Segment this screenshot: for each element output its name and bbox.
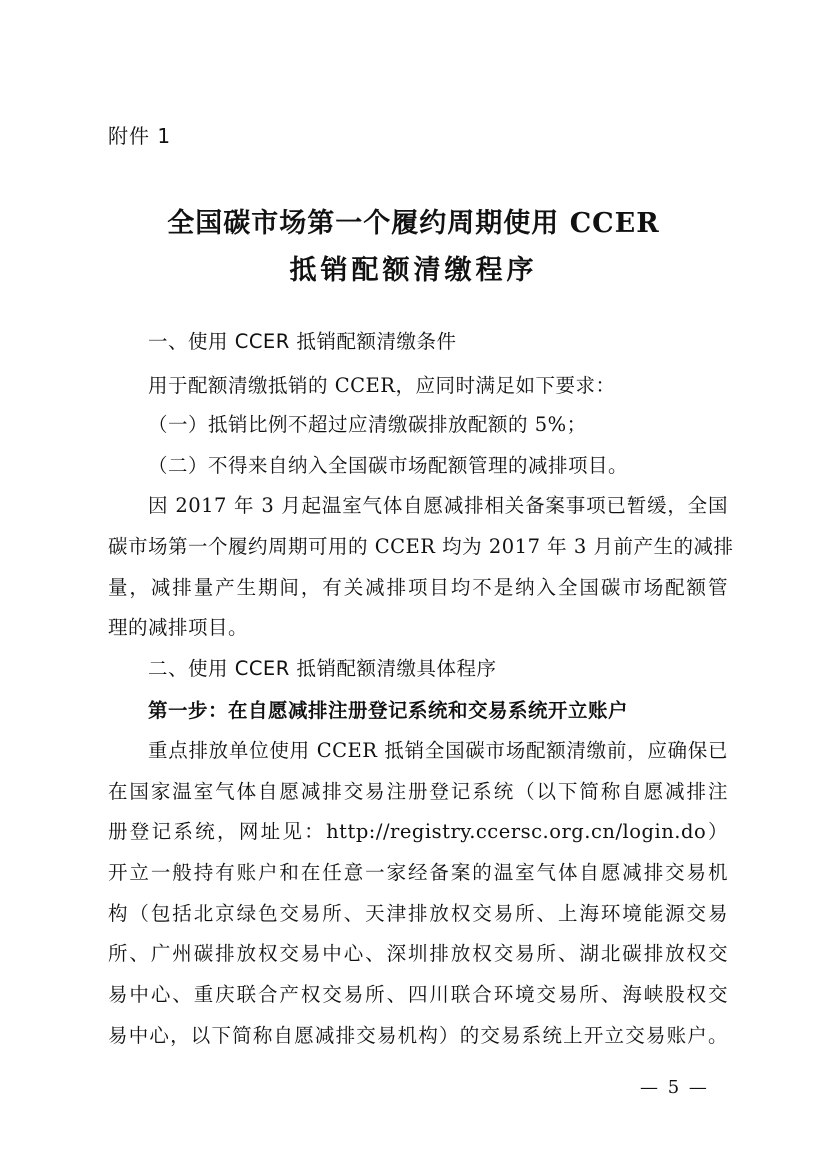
section1-heading: 一、使用 CCER 抵销配额清缴条件 <box>148 330 457 353</box>
section1-item-1: （一）抵销比例不超过应清缴碳排放配额的 5%； <box>148 413 587 436</box>
section2-heading: 二、使用 CCER 抵销配额清缴具体程序 <box>148 657 497 680</box>
paragraph-line: 所、广州碳排放权交易中心、深圳排放权交易所、湖北碳排放权交 <box>108 942 728 965</box>
paragraph-line: 构（包括北京绿色交易所、天津排放权交易所、上海环境能源交易 <box>108 902 728 925</box>
paragraph-line: 开立一般持有账户和在任意一家经备案的温室气体自愿减排交易机 <box>108 861 728 884</box>
paragraph-line: 碳市场第一个履约周期可用的 CCER 均为 2017 年 3 月前产生的减排 <box>108 535 734 558</box>
paragraph-line: 册登记系统，网址见：http://registry.ccersc.org.cn/login.do） <box>108 820 728 843</box>
paragraph-line: 重点排放单位使用 CCER 抵销全国碳市场配额清缴前，应确保已 <box>148 739 728 762</box>
section1-intro: 用于配额清缴抵销的 CCER，应同时满足如下要求： <box>148 374 616 397</box>
section1-item-2: （二）不得来自纳入全国碳市场配额管理的减排项目。 <box>148 454 629 477</box>
title-line-1: 全国碳市场第一个履约周期使用 CCER <box>167 208 660 239</box>
step1-heading: 第一步：在自愿减排注册登记系统和交易系统开立账户 <box>148 699 629 722</box>
paragraph-line: 因 2017 年 3 月起温室气体自愿减排相关备案事项已暂缓，全国 <box>148 494 728 517</box>
paragraph-line: 易中心、重庆联合产权交易所、四川联合环境交易所、海峡股权交 <box>108 983 728 1006</box>
page-number: — 5 — <box>640 1077 709 1098</box>
paragraph-line: 理的减排项目。 <box>108 616 249 639</box>
paragraph-line: 在国家温室气体自愿减排交易注册登记系统（以下简称自愿减排注 <box>108 780 728 803</box>
paragraph-line: 量，减排量产生期间，有关减排项目均不是纳入全国碳市场配额管 <box>108 576 728 599</box>
title-line-2: 抵销配额清缴程序 <box>289 255 538 286</box>
attachment-label: 附件 1 <box>108 124 172 148</box>
paragraph-line: 易中心，以下简称自愿减排交易机构）的交易系统上开立交易账户。 <box>108 1024 728 1047</box>
